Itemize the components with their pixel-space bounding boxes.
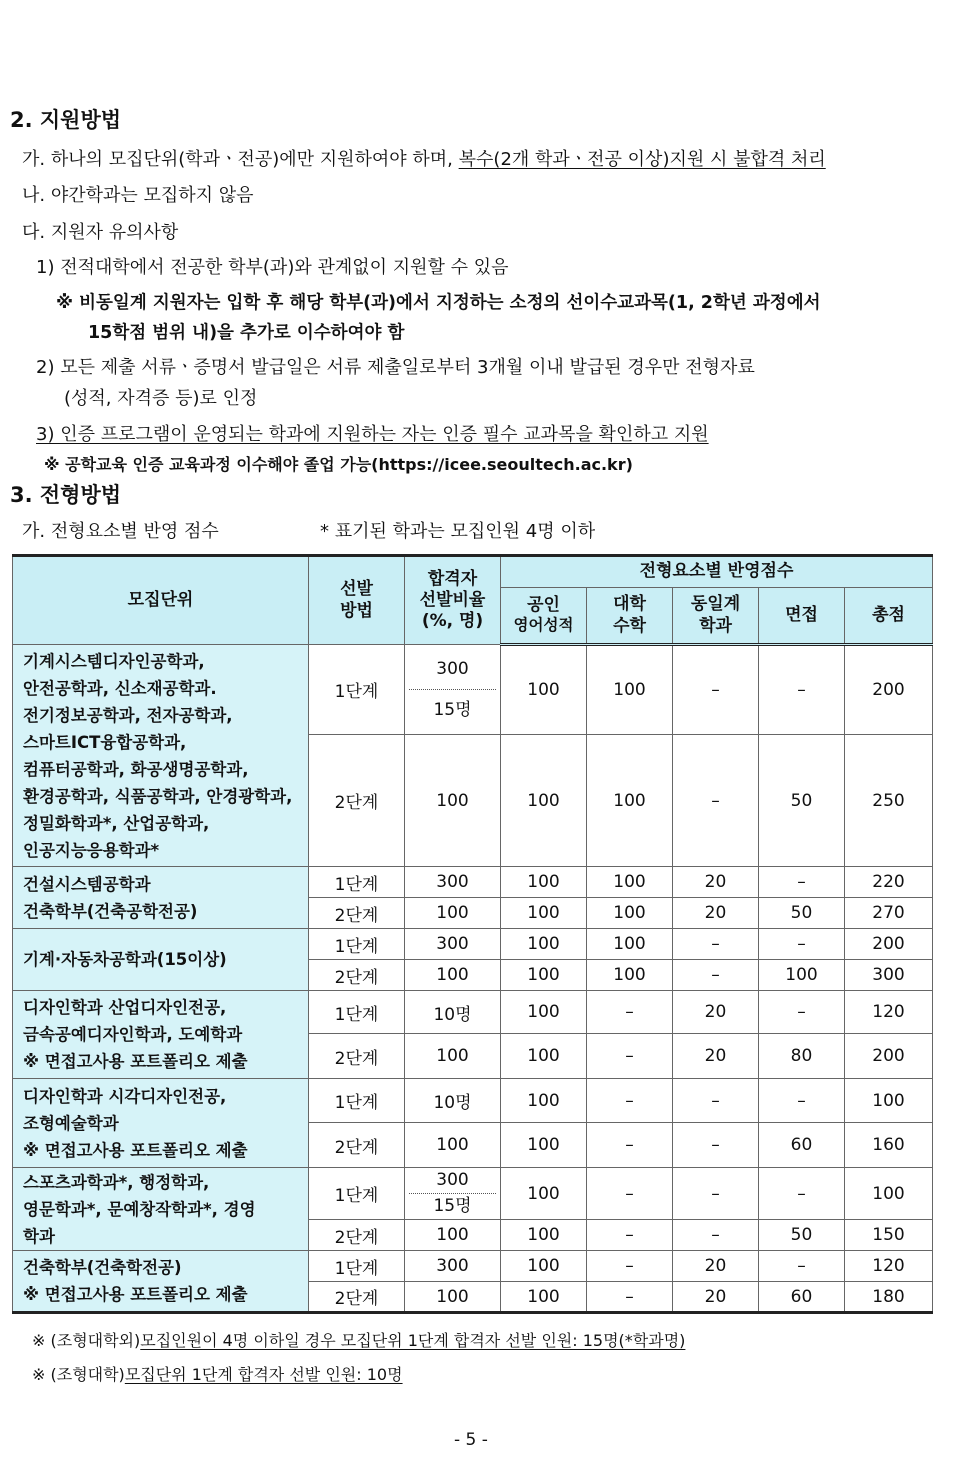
- english-cell: 100: [501, 1079, 587, 1123]
- selection-score-table: [12, 554, 933, 1314]
- header-same-major: 동일계 학과: [673, 588, 759, 645]
- header-total: 총점: [845, 588, 933, 645]
- section3-ga: 가. 전형요소별 반영 점수: [22, 521, 219, 542]
- stage-cell: 2단계: [309, 735, 405, 867]
- ratio-cell: 300: [405, 929, 501, 960]
- stage-cell: 2단계: [309, 1282, 405, 1313]
- college-cell: –: [587, 1079, 673, 1123]
- table-row: [13, 1079, 933, 1123]
- section2-note1-line1: ※ 비동일계 지원자는 입학 후 해당 학부(과)에서 지정하는 소정의 선이수교과목(1, 2학년 과정에서: [56, 293, 821, 313]
- same-major-cell: –: [673, 1123, 759, 1168]
- total-cell: 100: [845, 1079, 933, 1123]
- unit-cell: 건설시스템공학과 건축학부(건축공학전공): [13, 867, 309, 929]
- stage-cell: 1단계: [309, 645, 405, 735]
- same-major-cell: –: [673, 645, 759, 735]
- english-cell: 100: [501, 898, 587, 929]
- total-cell: 160: [845, 1123, 933, 1168]
- college-cell: –: [587, 1123, 673, 1168]
- section2-title: 2. 지원방법: [10, 108, 122, 132]
- total-cell: 270: [845, 898, 933, 929]
- interview-cell: 60: [759, 1282, 845, 1313]
- same-major-cell: 20: [673, 1034, 759, 1079]
- total-cell: 200: [845, 929, 933, 960]
- interview-cell: 50: [759, 898, 845, 929]
- ratio-cell: 300 15명: [405, 1168, 501, 1220]
- unit-cell: 디자인학과 시각디자인전공, 조형예술학과 ※ 면접고사용 포트폴리오 제출: [13, 1079, 309, 1168]
- college-cell: –: [587, 1220, 673, 1251]
- section3-title: 3. 전형방법: [10, 483, 122, 507]
- section2-item2-line2: (성적, 자격증 등)로 인정: [64, 388, 258, 409]
- footnote-2: [32, 1362, 403, 1385]
- college-cell: –: [587, 1282, 673, 1313]
- same-major-cell: –: [673, 960, 759, 991]
- section2-note3: ※ 공학교육 인증 교육과정 이수해야 졸업 가능(https://icee.seoultech.ac.kr): [44, 455, 633, 474]
- unit-cell: 기계시스템디자인공학과, 안전공학과, 신소재공학과. 전기정보공학과, 전자공학과, 스마트ICT융합공학과, 컴퓨터공학과, 화공생명공학과, 환경공학과, 식품공학과, 안경광학과, 정밀화학과*, 산업공학과, 인공지능응용학과*: [13, 645, 309, 867]
- table-row: [13, 991, 933, 1034]
- section2-item3: 3) 인증 프로그램이 운영되는 학과에 지원하는 자는 인증 필수 교과목을 확인하고 지원: [36, 424, 709, 445]
- ratio-cell: 100: [405, 1034, 501, 1079]
- interview-cell: 80: [759, 1034, 845, 1079]
- stage-cell: 1단계: [309, 1168, 405, 1220]
- section2-ga-text: 가. 하나의 모집단위(학과ㆍ전공)에만 지원하여야 하며,: [22, 149, 459, 170]
- ratio-cell: 10명: [405, 991, 501, 1034]
- section2-note1-line2: 15학점 범위 내)을 추가로 이수하여야 함: [88, 323, 405, 343]
- interview-cell: –: [759, 1168, 845, 1220]
- section2-item1: 1) 전적대학에서 전공한 학부(과)와 관계없이 지원할 수 있음: [36, 257, 509, 278]
- english-cell: 100: [501, 735, 587, 867]
- college-cell: 100: [587, 867, 673, 898]
- interview-cell: 60: [759, 1123, 845, 1168]
- total-cell: 150: [845, 1220, 933, 1251]
- total-cell: 200: [845, 645, 933, 735]
- ratio-cell: 300: [405, 1251, 501, 1282]
- header-interview: 면접: [759, 588, 845, 645]
- college-cell: 100: [587, 960, 673, 991]
- stage-cell: 2단계: [309, 898, 405, 929]
- table-row: [13, 929, 933, 960]
- same-major-cell: 20: [673, 898, 759, 929]
- stage-cell: 1단계: [309, 929, 405, 960]
- english-cell: 100: [501, 1220, 587, 1251]
- interview-cell: –: [759, 867, 845, 898]
- english-cell: 100: [501, 1251, 587, 1282]
- same-major-cell: –: [673, 1168, 759, 1220]
- english-cell: 100: [501, 1168, 587, 1220]
- english-cell: 100: [501, 1282, 587, 1313]
- english-cell: 100: [501, 1123, 587, 1168]
- stage-cell: 1단계: [309, 991, 405, 1034]
- table-row: [13, 1168, 933, 1220]
- header-college: 대학 수학: [587, 588, 673, 645]
- section2-da: 다. 지원자 유의사항: [22, 222, 179, 243]
- total-cell: 120: [845, 991, 933, 1034]
- section2-na: 나. 야간학과는 모집하지 않음: [22, 185, 254, 206]
- footnote-1-text: 모집인원이 4명 이하일 경우 모집단위 1단계 합격자 선발 인원: 15명(*학과명): [140, 1331, 686, 1350]
- ratio-cell: 100: [405, 960, 501, 991]
- college-cell: 100: [587, 645, 673, 735]
- page-number: - 5 -: [454, 1430, 488, 1450]
- header-ratio: 합격자 선발비율 (%, 명): [405, 556, 501, 645]
- unit-cell: 기계·자동차공학과(15이상): [13, 929, 309, 991]
- same-major-cell: –: [673, 735, 759, 867]
- section2-item2-line1: 2) 모든 제출 서류ㆍ증명서 발급일은 서류 제출일로부터 3개월 이내 발급된 경우만 전형자료: [36, 357, 755, 378]
- english-cell: 100: [501, 960, 587, 991]
- ratio-cell: 100: [405, 1220, 501, 1251]
- footnote-1-prefix: ※ (조형대학외): [32, 1331, 141, 1350]
- interview-cell: –: [759, 929, 845, 960]
- interview-cell: –: [759, 645, 845, 735]
- same-major-cell: –: [673, 1079, 759, 1123]
- english-cell: 100: [501, 929, 587, 960]
- college-cell: –: [587, 1034, 673, 1079]
- interview-cell: –: [759, 991, 845, 1034]
- ratio-cell: 100: [405, 898, 501, 929]
- unit-cell: 건축학부(건축학전공) ※ 면접고사용 포트폴리오 제출: [13, 1251, 309, 1313]
- total-cell: 220: [845, 867, 933, 898]
- interview-cell: –: [759, 1251, 845, 1282]
- same-major-cell: 20: [673, 867, 759, 898]
- ratio-cell: 300 15명: [405, 645, 501, 735]
- same-major-cell: 20: [673, 1282, 759, 1313]
- stage-cell: 2단계: [309, 1034, 405, 1079]
- college-cell: 100: [587, 929, 673, 960]
- interview-cell: –: [759, 1079, 845, 1123]
- same-major-cell: 20: [673, 1251, 759, 1282]
- stage-cell: 1단계: [309, 1079, 405, 1123]
- stage-cell: 1단계: [309, 867, 405, 898]
- table-row: [13, 1251, 933, 1282]
- header-method: 선발 방법: [309, 556, 405, 645]
- interview-cell: 50: [759, 1220, 845, 1251]
- college-cell: –: [587, 991, 673, 1034]
- ratio-cell: 100: [405, 1123, 501, 1168]
- header-unit: 모집단위: [13, 556, 309, 645]
- ratio-cell: 100: [405, 735, 501, 867]
- stage-cell: 2단계: [309, 1220, 405, 1251]
- footnote-2-text: 모집단위 1단계 합격자 선발 인원: 10명: [124, 1365, 403, 1384]
- interview-cell: 50: [759, 735, 845, 867]
- total-cell: 100: [845, 1168, 933, 1220]
- header-english: 공인 영어성적: [501, 588, 587, 645]
- same-major-cell: 20: [673, 991, 759, 1034]
- ratio-cell: 100: [405, 1282, 501, 1313]
- total-cell: 300: [845, 960, 933, 991]
- header-score-group: 전형요소별 반영점수: [501, 556, 933, 588]
- college-cell: –: [587, 1168, 673, 1220]
- unit-cell: 디자인학과 산업디자인전공, 금속공예디자인학과, 도예학과 ※ 면접고사용 포트폴리오 제출: [13, 991, 309, 1079]
- english-cell: 100: [501, 991, 587, 1034]
- footnote-2-prefix: ※ (조형대학): [32, 1365, 125, 1384]
- english-cell: 100: [501, 1034, 587, 1079]
- same-major-cell: –: [673, 1220, 759, 1251]
- stage-cell: 2단계: [309, 960, 405, 991]
- stage-cell: 1단계: [309, 1251, 405, 1282]
- english-cell: 100: [501, 867, 587, 898]
- english-cell: 100: [501, 645, 587, 735]
- college-cell: –: [587, 1251, 673, 1282]
- interview-cell: 100: [759, 960, 845, 991]
- section2-ga-underlined: 복수(2개 학과ㆍ전공 이상)지원 시 불합격 처리: [458, 149, 826, 170]
- total-cell: 180: [845, 1282, 933, 1313]
- total-cell: 200: [845, 1034, 933, 1079]
- total-cell: 120: [845, 1251, 933, 1282]
- unit-cell: 스포츠과학과*, 행정학과, 영문학과*, 문예창작학과*, 경영 학과: [13, 1168, 309, 1251]
- college-cell: 100: [587, 898, 673, 929]
- table-row: [13, 645, 933, 735]
- ratio-cell: 300: [405, 867, 501, 898]
- section3-ga-note: * 표기된 학과는 모집인원 4명 이하: [320, 521, 596, 542]
- footnote-1: [32, 1328, 685, 1351]
- table-row: [13, 867, 933, 898]
- same-major-cell: –: [673, 929, 759, 960]
- college-cell: 100: [587, 735, 673, 867]
- ratio-cell: 10명: [405, 1079, 501, 1123]
- total-cell: 250: [845, 735, 933, 867]
- section2-ga: [22, 145, 826, 171]
- stage-cell: 2단계: [309, 1123, 405, 1168]
